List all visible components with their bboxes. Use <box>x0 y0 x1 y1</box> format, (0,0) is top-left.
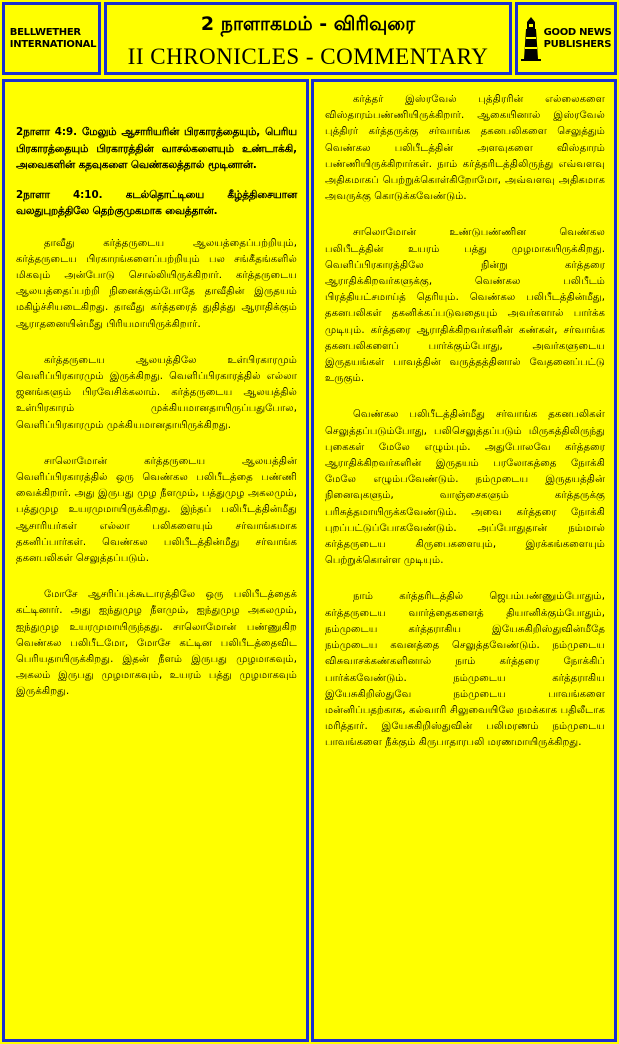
commentary-paragraph: நாம் கர்த்தரிடத்தில் ஜெபம்பண்ணும்போதும், கர்த்தருடைய வார்த்தைகளைத் தியானிக்கும்போதும், நம்முடைய கர்த்தராகிய இயேசுகிறிஸ்துவின்மீதே நம்முடைய கவனத்தை செலுத்தவேண்டும். நம்முடைய விசுவாசக்கண்களினால் நாம் கர்த்தரை நோக்கிப் பார்க்கவேண்டும். நம்முடைய கர்த்தராகிய இயேசுகிறிஸ்துவே நம்முடைய பாவங்களை மன்னிப்பதற்காக, கல்வாரி சிலுவையிலே நமக்காக பதிலீடாக மரித்தார். இயேசுகிறிஸ்துவின் பலிமரணம் நம்முடைய பாவங்களை நீக்கும் கிருபாதாரபலி மரணமாயிருக்கிறது. <box>325 591 605 749</box>
left-column <box>2 79 309 1042</box>
commentary-paragraph: கர்த்தர் இஸ்ரவேல் புத்திரரின் எல்லைகளை விஸ்தாரம்பண்ணியிருக்கிறார். ஆகையினால் இஸ்ரவேல் புத்திரர் கர்த்தருக்கு சர்வாங்க தகனபலிகளை செலுத்தும் வெண்கல பலிபீடத்தின் அளவுகளை விஸ்தாரம் பண்ணியிருக்கிறார்கள். நாம் கர்த்தரிடத்திலிருந்து எவ்வளவு அதிகமாகப் பெற்றுக்கொள்கிறோமோ, அவ்வளவு அதிகமாக அவருக்கு கொடுக்கவேண்டும். <box>325 94 605 203</box>
bellwether-logo <box>2 2 101 75</box>
title-box <box>104 2 512 75</box>
verse-text: 2நாளா 4:10. கடல்தொட்டியை கீழ்த்திசையான வலதுபுறத்திலே தெற்குமுகமாக வைத்தான். <box>16 188 297 217</box>
page-title-tamil: 2 நாளாகமம் - விரிவுரை <box>200 13 416 35</box>
right-logo-text: GOOD NEWS PUBLISHERS <box>543 26 612 50</box>
verse-text: 2நாளா 4:9. மேலும் ஆசாரியரின் பிரகாரத்தையும், பெரிய பிரகாரத்தையும் பிரகாரத்தின் வாசல்களையும் உண்டாக்கி, அவைகளின் கதவுகளை வெண்கலத்தால் மூடினான். <box>16 126 297 171</box>
good-news-logo <box>515 2 617 75</box>
commentary-paragraph: வெண்கல பலிபீடத்தின்மீது சர்வாங்க தகனபலிகள் செலுத்தப்படும்போது, பலிசெலுத்தப்படும் மிருகத்திலிருந்து புகைகள் மேலே எழும்பும். அதுபோலவே கர்த்தரை ஆராதிக்கிறவர்களின் இருதயம் பரலோகத்தை நோக்கி மேலே எழும்பவேண்டும். நம்முடைய இருதயத்தின் நினைவுகளும், வாஞ்சைகளும் கர்த்தருக்கு பரிசுத்தமாயிருக்கவேண்டும். அவை கர்த்தரை நோக்கி புறப்பட்டுப்போகவேண்டும். அப்போதுதான் நம்மால் கர்த்தருடைய கிருபைகளையும், இரக்கங்களையும் பெற்றுக்கொள்ள முடியும். <box>325 409 605 567</box>
commentary-paragraph: மோசே ஆசரிப்புக்கூடாரத்திலே ஒரு பலிபீடத்தைக் கட்டினார். அது ஐந்துமுழ நீளமும், ஐந்துமுழ அகலமும், ஐந்துமுழ உயரமுமாயிருந்தது. சாலொமோன் பண்ணுகிற வெண்கல பலிபீடமோ, மோசே கட்டின பலிபீடத்தைவிட பெரியதாயிருக்கிறது. இதன் நீளம் இருபது முழமாகவும், அகலம் இருபது முழமாகவும், உயரம் பத்து முழமாகவும் இருக்கிறது. <box>16 589 297 698</box>
lighthouse-icon <box>521 17 541 61</box>
commentary-paragraph: சாலொமோன் உண்டுபண்ணின வெண்கல பலிபீடத்தின் உயரம் பத்து முழமாகயிருக்கிறது. வெளிப்பிரகாரத்திலே நின்று கர்த்தரை ஆராதிக்கிறவர்களுக்கு, வெண்கல பலிபீடம் பிரத்தியட்சமாய்த் தெரியும். வெண்கல பலிபீடத்தின்மீது, தகனபலிகள் தகனிக்கப்படுவதையும் அவர்களால் பார்க்க முடியும். கர்த்தரை ஆராதிக்கிறவர்களின் கண்கள், சர்வாங்க தகனபலிகளைப் பார்க்கும்போது, அவர்களுடைய இருதயங்கள் பாவத்தின் வருத்தத்தினால் வேதனைப்பட்டு உருகும். <box>325 227 605 385</box>
left-logo-text: BELLWETHER INTERNATIONAL <box>9 26 97 50</box>
page-title-english: II CHRONICLES - COMMENTARY <box>127 44 489 69</box>
right-column <box>311 79 617 1042</box>
commentary-paragraph: கர்த்தருடைய ஆலயத்திலே உள்பிரகாரமும் வெளிப்பிரகாரமும் இருக்கிறது. வெளிப்பிரகாரத்தில் எல்லா ஜனங்களும் பிரவேசிக்கலாம். கர்த்தருடைய ஆலயத்தில் உள்பிரகாரம் முக்கியமானதாயிருப்பதுபோல, வெளிப்பிரகாரமும் முக்கியமானதாயிருக்கிறது. <box>16 354 297 431</box>
commentary-paragraph: தாவீது கர்த்தருடைய ஆலயத்தைப்பற்றியும், கர்த்தருடைய பிரகாரங்களைப்பற்றியும் பல சங்கீதங்களில் மிகவும் அன்போடு சொல்லியிருக்கிறார். கர்த்தருடைய ஆலயத்தைப்பற்றி நினைக்கும்போதே தாவீதின் இருதயம் மகிழ்ச்சியடைகிறது. தாவீது கர்த்தரைத் துதித்து ஆராதிக்கும் ஆராதனையின்மீது பிரியமாயிருக்கிறார். <box>16 237 297 330</box>
commentary-paragraph: சாலொமோன் கர்த்தருடைய ஆலயத்தின் வெளிப்பிரகாரத்தில் ஒரு வெண்கல பலிபீடத்தை பண்ணி வைக்கிறார். அது இருபது முழ நீளமும், பத்துமுழ அகலமும், பத்துமுழ உயரமுமாயிருக்கிறது. இந்தப் பலிபீடத்தின்மீது ஆசாரியர்கள் எல்லா பலிகளையும் சர்வாங்கமாக தகனிப்பார்கள். வெண்கல பலிபீடத்தின்மீது சர்வாங்க தகனபலிகள் செலுத்தப்படும். <box>16 455 297 564</box>
